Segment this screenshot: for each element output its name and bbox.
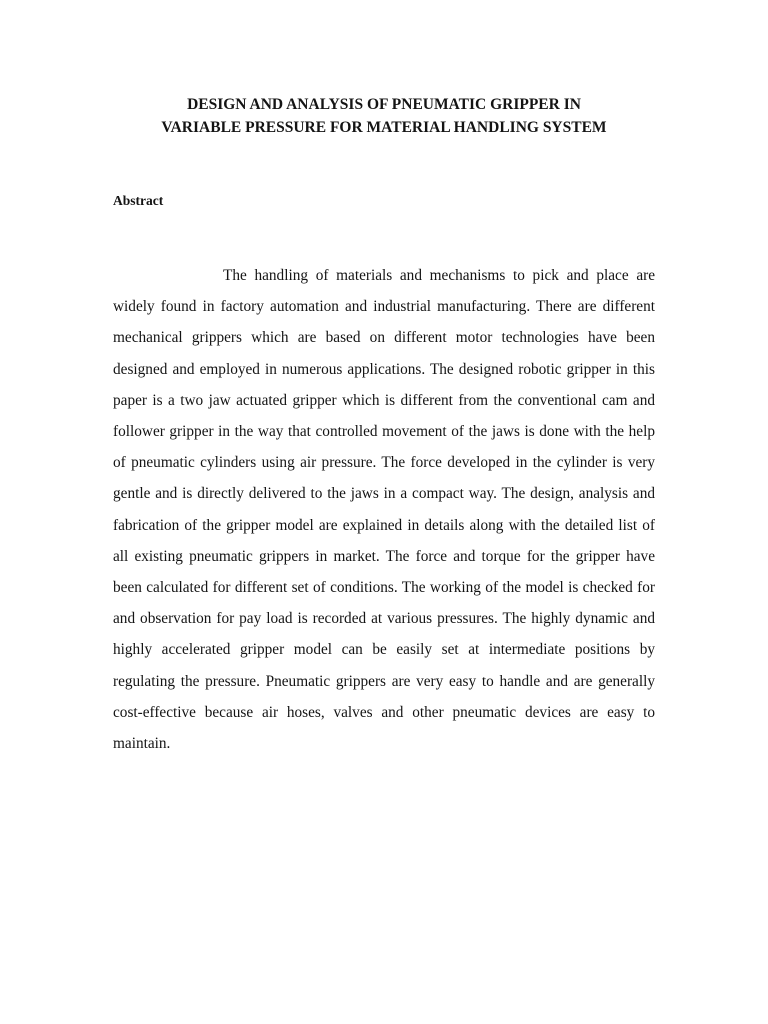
abstract-heading: Abstract [113, 193, 164, 208]
title-line-2: VARIABLE PRESSURE FOR MATERIAL HANDLING SYSTEM [161, 119, 607, 136]
abstract-paragraph: The handling of materials and mechanisms to pick and place are widely found in factory automation and industrial manufacturing. There are different mechanical grippers which are based on different motor technologies have been designed and employed in numerous applications. The designed robotic gripper in this paper is a two jaw actuated gripper which is different from the conventional cam and follower gripper in the way that controlled movement of the jaws is done with the help of pneumatic cylinders using air pressure. The force developed in the cylinder is very gentle and is directly delivered to the jaws in a compact way. The design, analysis and fabrication of the gripper model are explained in details along with the detailed list of all existing pneumatic grippers in market. The force and torque for the gripper have been calculated for different set of conditions. The working of the model is checked for and observation for pay load is recorded at various pressures. The highly dynamic and highly accelerated gripper model can be easily set at intermediate positions by regulating the pressure. Pneumatic grippers are very easy to handle and are generally cost-effective because air hoses, valves and other pneumatic devices are easy to maintain. [113, 267, 655, 753]
title-line-1: DESIGN AND ANALYSIS OF PNEUMATIC GRIPPER IN [187, 96, 581, 113]
document-title [100, 93, 668, 139]
